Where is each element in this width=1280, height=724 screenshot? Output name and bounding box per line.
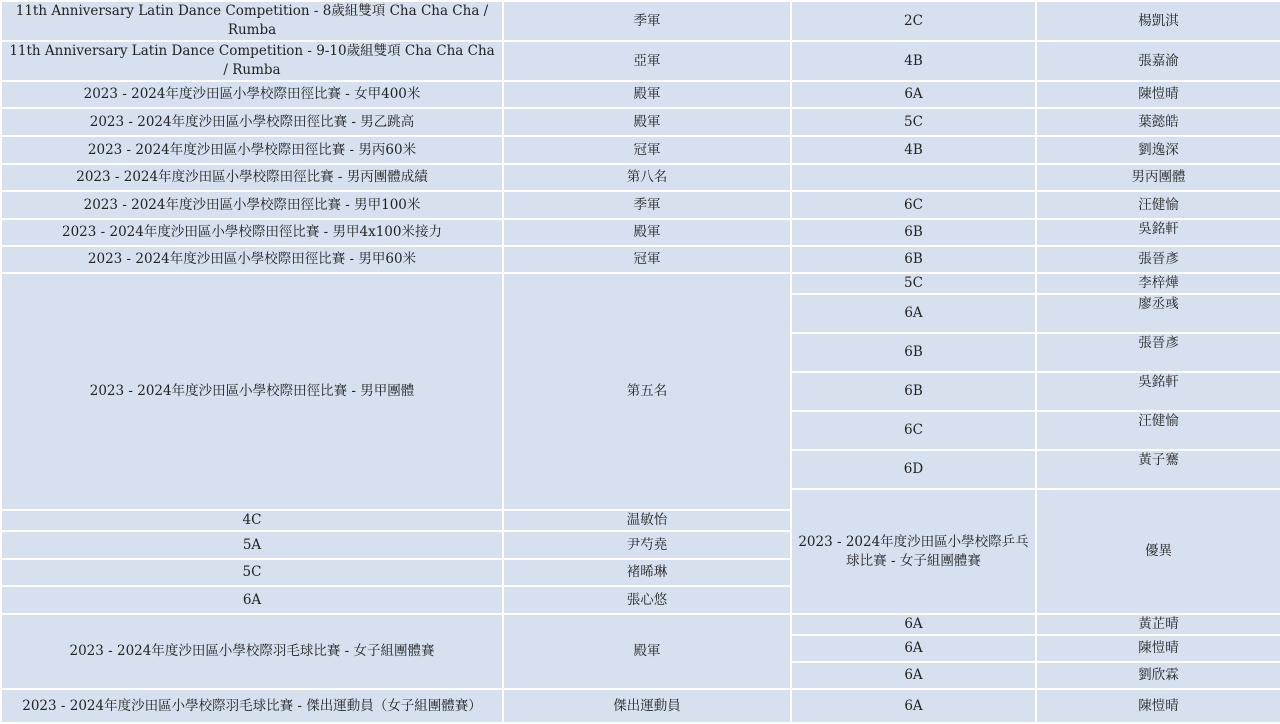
table-row <box>1 41 1280 81</box>
student-name-cell: 汪健愉 <box>1036 411 1280 450</box>
student-name-cell: 劉逸深 <box>1036 136 1280 164</box>
student-name-cell: 黃子騫 <box>1036 450 1280 489</box>
table-row <box>1 108 1280 136</box>
awards-table-body <box>1 1 1280 723</box>
award-cell: 殿軍 <box>503 219 791 246</box>
class-cell: 6A <box>791 662 1036 689</box>
class-cell: 6B <box>791 219 1036 246</box>
award-cell: 殿軍 <box>503 81 791 108</box>
student-name-cell: 汪健愉 <box>1036 191 1280 219</box>
student-name-cell: 尹芍堯 <box>503 531 791 559</box>
class-cell: 4B <box>791 41 1036 81</box>
table-row <box>1 246 1280 273</box>
class-cell: 6A <box>791 614 1036 635</box>
student-name-cell: 男丙團體 <box>1036 164 1280 191</box>
award-cell: 季軍 <box>503 1 791 41</box>
award-cell: 優異 <box>1036 489 1280 614</box>
student-name-cell: 葉懿皓 <box>1036 108 1280 136</box>
table-row <box>1 1 1280 41</box>
class-cell: 6C <box>791 191 1036 219</box>
award-cell: 亞軍 <box>503 41 791 81</box>
class-cell: 5C <box>1 559 503 586</box>
class-cell: 4C <box>1 510 503 531</box>
student-name-cell: 楊凱淇 <box>1036 1 1280 41</box>
class-cell: 6A <box>791 635 1036 662</box>
student-name-cell: 吳銘軒 <box>1036 372 1280 411</box>
competition-cell: 2023 - 2024年度沙田區小學校際乒乓球比賽 - 女子組團體賽 <box>791 489 1036 614</box>
table-row <box>1 164 1280 191</box>
student-name-cell: 陳愷晴 <box>1036 635 1280 662</box>
table-row <box>1 689 1280 723</box>
student-name-cell: 陳愷晴 <box>1036 689 1280 723</box>
table-row <box>1 614 1280 635</box>
award-cell: 冠軍 <box>503 246 791 273</box>
competition-cell: 2023 - 2024年度沙田區小學校際羽毛球比賽 - 傑出運動員（女子組團體賽） <box>1 689 503 723</box>
student-name-cell: 劉欣霖 <box>1036 662 1280 689</box>
student-name-cell: 張晉彥 <box>1036 246 1280 273</box>
award-cell: 傑出運動員 <box>503 689 791 723</box>
student-name-cell: 陳愷晴 <box>1036 81 1280 108</box>
student-name-cell: 李梓燁 <box>1036 273 1280 294</box>
class-cell: 6A <box>791 294 1036 333</box>
competition-cell: 2023 - 2024年度沙田區小學校際田徑比賽 - 男甲4x100米接力 <box>1 219 503 246</box>
student-name-cell: 黃芷晴 <box>1036 614 1280 635</box>
class-cell: 6B <box>791 246 1036 273</box>
class-cell: 6C <box>791 411 1036 450</box>
class-cell <box>791 164 1036 191</box>
competition-cell: 2023 - 2024年度沙田區小學校際田徑比賽 - 男甲100米 <box>1 191 503 219</box>
award-cell: 第五名 <box>503 273 791 510</box>
student-name-cell: 張心悠 <box>503 586 791 614</box>
class-cell: 6B <box>791 372 1036 411</box>
student-name-cell: 張晉彥 <box>1036 333 1280 372</box>
competition-cell: 11th Anniversary Latin Dance Competition - 8歲組雙項 Cha Cha Cha / Rumba <box>1 1 503 41</box>
competition-cell: 11th Anniversary Latin Dance Competition - 9-10歲組雙項 Cha Cha Cha / Rumba <box>1 41 503 81</box>
award-cell: 第八名 <box>503 164 791 191</box>
class-cell: 6B <box>791 333 1036 372</box>
table-row <box>1 81 1280 108</box>
table-row <box>1 191 1280 219</box>
class-cell: 5C <box>791 108 1036 136</box>
competition-cell: 2023 - 2024年度沙田區小學校際田徑比賽 - 男甲60米 <box>1 246 503 273</box>
award-cell: 冠軍 <box>503 136 791 164</box>
table-row <box>1 136 1280 164</box>
class-cell: 6A <box>791 689 1036 723</box>
award-cell: 季軍 <box>503 191 791 219</box>
student-name-cell: 吳銘軒 <box>1036 219 1280 246</box>
student-name-cell: 温敏怡 <box>503 510 791 531</box>
class-cell: 6A <box>791 81 1036 108</box>
student-name-cell: 張嘉渝 <box>1036 41 1280 81</box>
table-row <box>1 219 1280 246</box>
competition-cell: 2023 - 2024年度沙田區小學校際田徑比賽 - 男乙跳高 <box>1 108 503 136</box>
class-cell: 6D <box>791 450 1036 489</box>
class-cell: 5C <box>791 273 1036 294</box>
competition-cell: 2023 - 2024年度沙田區小學校際田徑比賽 - 女甲400米 <box>1 81 503 108</box>
class-cell: 5A <box>1 531 503 559</box>
student-name-cell: 褚晞琳 <box>503 559 791 586</box>
table-row <box>1 273 1280 294</box>
competition-cell: 2023 - 2024年度沙田區小學校際田徑比賽 - 男甲團體 <box>1 273 503 510</box>
competition-cell: 2023 - 2024年度沙田區小學校際田徑比賽 - 男丙60米 <box>1 136 503 164</box>
competition-cell: 2023 - 2024年度沙田區小學校際羽毛球比賽 - 女子組團體賽 <box>1 614 503 689</box>
class-cell: 4B <box>791 136 1036 164</box>
class-cell: 6A <box>1 586 503 614</box>
competition-cell: 2023 - 2024年度沙田區小學校際田徑比賽 - 男丙團體成績 <box>1 164 503 191</box>
student-name-cell: 廖丞彧 <box>1036 294 1280 333</box>
award-cell: 殿軍 <box>503 614 791 689</box>
award-cell: 殿軍 <box>503 108 791 136</box>
class-cell: 2C <box>791 1 1036 41</box>
